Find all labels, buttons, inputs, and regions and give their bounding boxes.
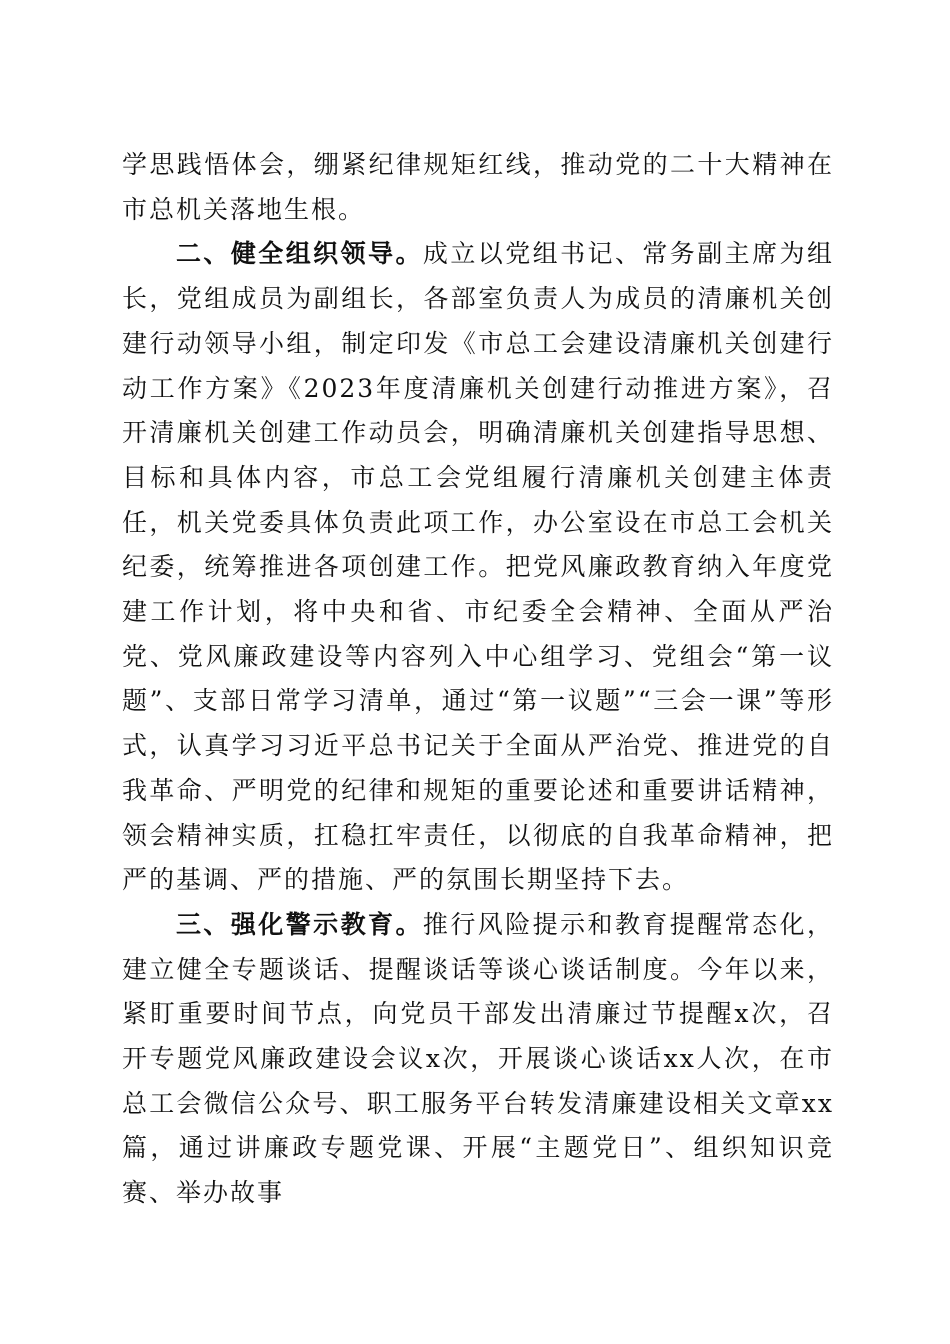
section-heading: 二、健全组织领导。 xyxy=(176,239,423,269)
paragraph-organization-leadership xyxy=(122,232,834,903)
section-heading: 三、强化警示教育。 xyxy=(176,909,423,939)
paragraph-text: 推行风险提示和教育提醒常态化，建立健全专题谈话、提醒谈话等谈心谈话制度。今年以来，紧盯重要时间节点，向党员干部发出清廉过节提醒x次，召开专题党风廉政建设会议x次，开展谈心谈话xx人次，在市总工会微信公众号、职工服务平台转发清廉建设相关文章xx篇，通过讲廉政专题党课、开展“主题党日”、组织知识竞赛、举办故事 xyxy=(122,909,834,1208)
paragraph-continuation xyxy=(122,143,834,232)
document-body xyxy=(122,143,834,1216)
paragraph-warning-education xyxy=(122,903,834,1216)
paragraph-text: 学思践悟体会，绷紧纪律规矩红线，推动党的二十大精神在市总机关落地生根。 xyxy=(122,150,834,224)
paragraph-text: 成立以党组书记、常务副主席为组长，党组成员为副组长，各部室负责人为成员的清廉机关创建行动领导小组，制定印发《市总工会建设清廉机关创建行动工作方案》《2023年度清廉机关创建行动推进方案》，召开清廉机关创建工作动员会，明确清廉机关创建指导思想、目标和具体内容，市总工会党组履行清廉机关创建主体责任，机关党委具体负责此项工作，办公室设在市总工会机关纪委，统筹推进各项创建工作。把党风廉政教育纳入年度党建工作计划，将中央和省、市纪委全会精神、全面从严治党、党风廉政建设等内容列入中心组学习、党组会“第一议题”、支部日常学习清单，通过“第一议题”“三会一课”等形式，认真学习习近平总书记关于全面从严治党、推进党的自我革命、严明党的纪律和规矩的重要论述和重要讲话精神，领会精神实质，扛稳扛牢责任，以彻底的自我革命精神，把严的基调、严的措施、严的氛围长期坚持下去。 xyxy=(122,239,834,895)
